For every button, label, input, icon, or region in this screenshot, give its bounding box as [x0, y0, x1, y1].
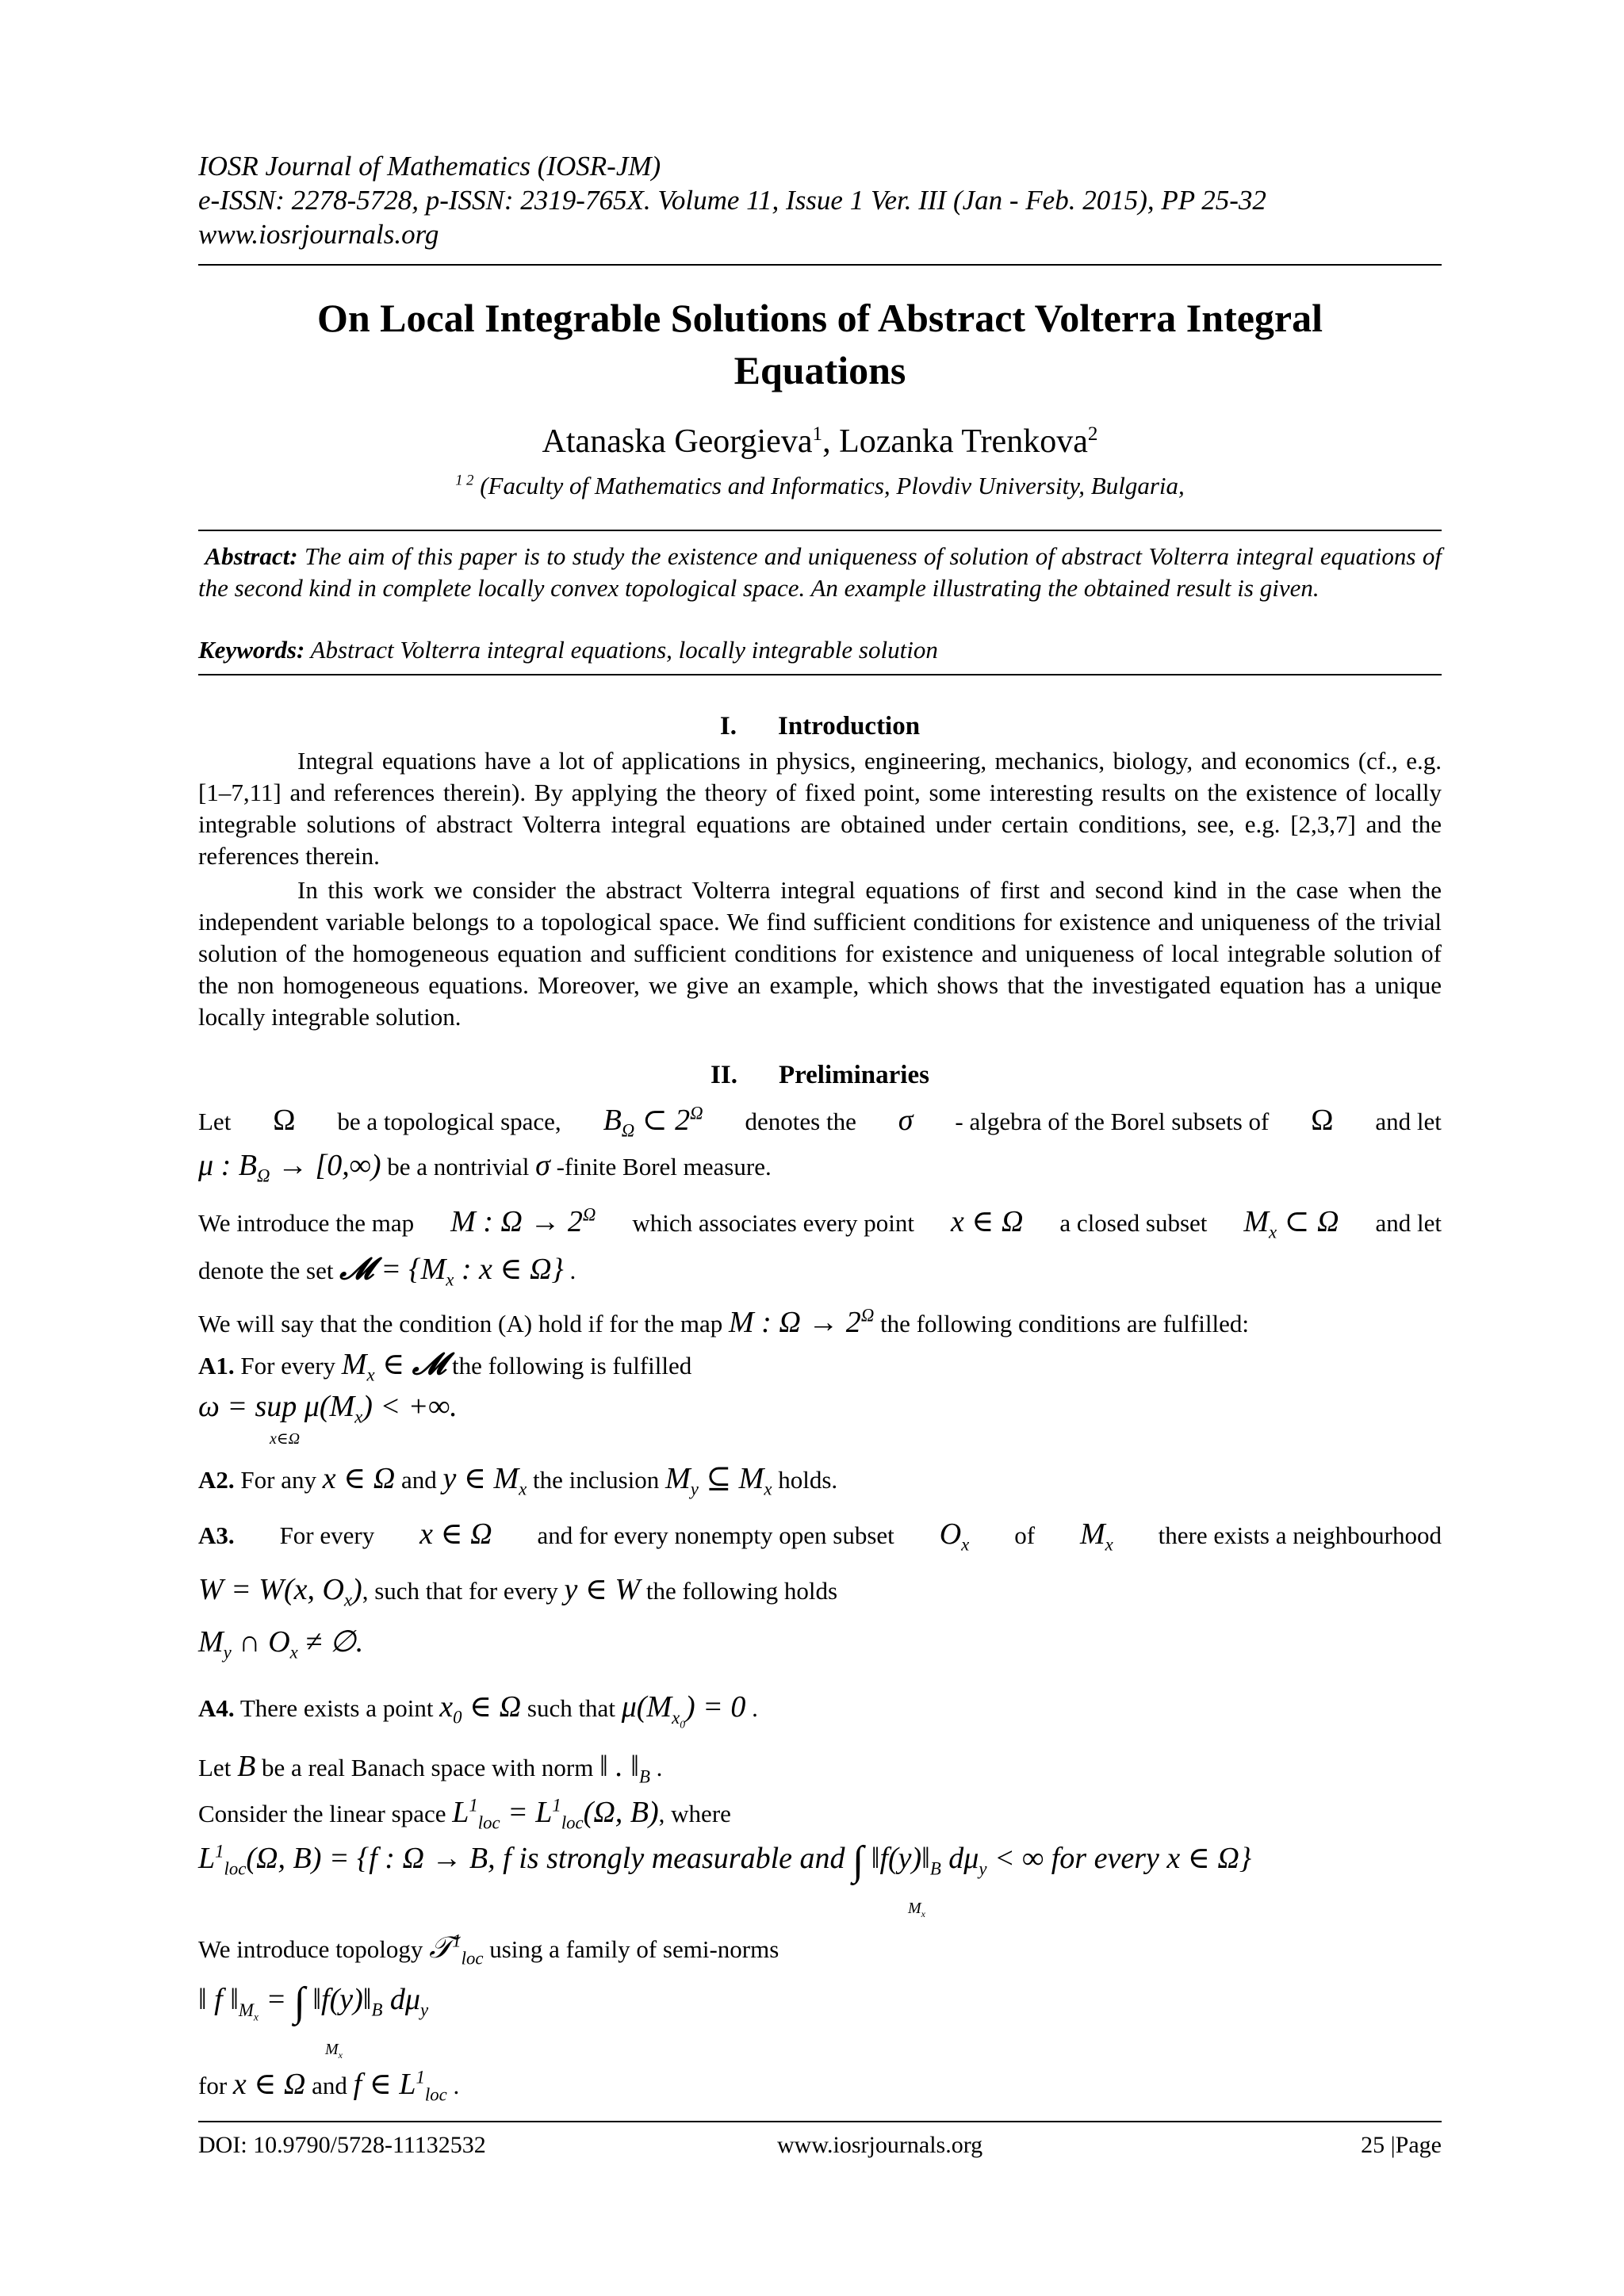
footer-page: 25 |Page	[1361, 2132, 1442, 2158]
prelim-line-1	[198, 1102, 1442, 1142]
linear-space-line	[198, 1795, 1442, 1834]
text: Let	[198, 1108, 232, 1135]
integral-subscript: $M_x$	[325, 2041, 343, 2061]
a2-math: x ∈ Ω	[322, 1462, 396, 1495]
text: the inclusion	[533, 1466, 660, 1494]
text: and for every nonempty open subset	[537, 1521, 894, 1549]
text: the following conditions are fulfilled:	[880, 1310, 1249, 1337]
text: is strongly measurable and	[519, 1842, 845, 1875]
text: - algebra of the Borel subsets of	[955, 1108, 1270, 1135]
a4-math: $\mu(M_{x_0}) = 0$	[621, 1690, 746, 1731]
condition-label: A2.	[198, 1466, 235, 1494]
journal-issn: e-ISSN: 2278-5728, p-ISSN: 2319-765X. Volume 11, Issue 1 Ver. III (Jan - Feb. 2015), PP 25-32	[198, 185, 1266, 216]
text: such that	[527, 1694, 615, 1722]
text: for every	[1051, 1842, 1159, 1875]
journal-website: www.iosrjournals.org	[198, 219, 439, 250]
condition-label: A1.	[198, 1352, 235, 1380]
text: Consider the linear space	[198, 1800, 446, 1827]
condition-a3	[198, 1516, 1442, 1556]
text: there exists a neighbourhood	[1158, 1521, 1442, 1549]
intro-paragraph-2: In this work we consider the abstract Volterra integral equations of first and second kind in the case when the independent variable belongs to a topological space. We find sufficient conditions for existence and uniqueness of the trivial solution of the homogeneous equation and sufficient conditions for existence and uniqueness of local integrable solution of the non homogeneous equations. Moreover, we give an example, which shows that the investigated equation has a unique locally integrable solution.	[198, 876, 1442, 1031]
abstract-top-rule	[198, 530, 1442, 531]
keywords	[198, 636, 1442, 664]
measure-def: μ : $B_\Omega \to [0,\infty)$	[198, 1149, 381, 1186]
text: -finite Borel measure.	[556, 1153, 772, 1181]
section-number: II.	[710, 1061, 737, 1089]
condition-a4: A4. There exists a point $x_0$ ∈ Ω such that $\mu(M_{x_0}) = 0$ .	[198, 1690, 758, 1731]
affiliation-marks: 1 2	[455, 472, 474, 489]
lloc-symbol: $L^1_{loc} = L^1_{loc}(\Omega$, B)	[452, 1795, 659, 1833]
sigma-symbol: σ	[898, 1104, 914, 1137]
prelim-line-3	[198, 1203, 1442, 1243]
banach-line: Let B be a real Banach space with norm ‖ . $‖_B$ .	[198, 1750, 663, 1787]
condition-label: A4.	[198, 1694, 235, 1722]
seminorm-formula	[198, 1979, 1442, 2061]
a3-math: x ∈ Ω	[419, 1517, 492, 1551]
text: for	[198, 2072, 228, 2099]
author-2-mark: 2	[1087, 423, 1098, 445]
text: be a real Banach space with norm	[262, 1754, 594, 1781]
text: For every	[240, 1352, 336, 1380]
authors: Atanaska Georgieva$^1$, Lozanka Trenkova$^2$	[542, 423, 1098, 460]
for-math: x ∈ Ω	[232, 2068, 306, 2101]
abstract	[198, 541, 1442, 604]
map-def: M : $\Omega \to 2^\Omega$	[450, 1204, 596, 1238]
sigma-symbol: σ	[535, 1149, 550, 1182]
text: the following is fulfilled	[452, 1352, 692, 1380]
seminorm-math: ‖ f $‖_{M_x}$ = ∫ $‖f(y)‖_B$ $d\mu_y$	[198, 1980, 429, 2025]
title-line-1: On Local Integrable Solutions of Abstract Volterra Integral	[316, 296, 1323, 340]
condition-a2	[198, 1460, 1442, 1500]
omega-symbol: Ω	[273, 1104, 296, 1137]
text: be a topological space,	[337, 1108, 561, 1135]
map-def: M : $\Omega \to 2^\Omega$	[729, 1305, 875, 1339]
section-preliminaries	[198, 1061, 1442, 1090]
text: and let	[1375, 1209, 1442, 1237]
text: and	[312, 2072, 347, 2099]
text: Let	[198, 1754, 232, 1781]
text: and let	[1375, 1108, 1442, 1135]
point-in-omega: x ∈ Ω	[950, 1205, 1024, 1238]
paper-title	[198, 292, 1442, 396]
sup-subscript: x∈Ω	[270, 1430, 301, 1448]
affiliation	[198, 472, 1442, 500]
affiliation-text: (Faculty of Mathematics and Informatics, Plovdiv University, Bulgaria,	[480, 472, 1185, 499]
prelim-line-4: denote the set 𝓜 = {$M_x$ : x ∈ Ω} .	[198, 1253, 576, 1290]
author-1-mark: 1	[812, 423, 823, 445]
omega-symbol: Ω	[1311, 1104, 1334, 1137]
text: denote the set	[198, 1257, 334, 1284]
text: of	[1014, 1521, 1036, 1549]
section-introduction	[198, 712, 1442, 741]
lloc-def-math: $L^1_{loc}(\Omega$, B) = {f : Ω → B, f is strongly measurable and ∫ $‖f(y)‖_B$ $d\mu_y$ < ∞ for every x ∈ Ω}	[198, 1839, 1252, 1884]
a3-math: $M_x$	[1079, 1517, 1113, 1555]
text: using a family of semi-norms	[489, 1935, 779, 1963]
text: a closed subset	[1059, 1209, 1208, 1237]
a1-formula-math: ω = sup $\mu(M_x)$ < +∞.	[198, 1390, 458, 1427]
author-2: Lozanka Trenkova	[839, 423, 1088, 460]
prelim-line-5	[198, 1305, 1442, 1340]
text: For any	[240, 1466, 316, 1494]
a1-math: $M_x$ ∈ 𝓜	[341, 1348, 446, 1385]
a2-math: $M_y$ ⊆ $M_x$	[665, 1462, 772, 1499]
abstract-text: The aim of this paper is to study the existence and uniqueness of solution of abstract Volterra integral equations of the second kind in complete locally convex topological space. An example illustrating the obtained result is given.	[198, 542, 1442, 602]
a3-formula-math: $M_y$ ∩ $O_x$ ≠ ∅.	[198, 1625, 364, 1663]
keywords-text: Abstract Volterra integral equations, locally integrable solution	[310, 636, 938, 664]
banach-symbol: B	[237, 1750, 256, 1783]
text: , where	[658, 1800, 731, 1827]
condition-a1	[198, 1346, 1442, 1386]
text: We introduce the map	[198, 1209, 415, 1237]
set-def: 𝓜 = {$M_x$ : x ∈ Ω}	[339, 1253, 564, 1290]
text: holds.	[778, 1466, 838, 1494]
section-number: I.	[719, 712, 737, 740]
prelim-line-2	[198, 1148, 1442, 1187]
journal-name: IOSR Journal of Mathematics (IOSR-JM)	[198, 151, 661, 182]
a1-formula	[198, 1389, 1442, 1448]
a3-math: $O_x$	[939, 1517, 970, 1555]
section-title: Introduction	[777, 712, 921, 740]
text: the following holds	[645, 1577, 838, 1605]
for-math: f ∈ $L^1_{loc}$	[353, 2067, 447, 2105]
topology-line	[198, 1931, 1442, 1969]
norm-symbol: ‖ . $‖_B$	[599, 1750, 650, 1787]
footer-site: www.iosrjournals.org	[777, 2132, 983, 2158]
text: , such that for every	[362, 1577, 558, 1605]
header-rule	[198, 264, 1442, 266]
text: We will say that the condition (A) hold if for the map	[198, 1310, 723, 1337]
text: There exists a point	[239, 1694, 434, 1722]
a3-line-2	[198, 1571, 1442, 1611]
text: We introduce topology	[198, 1935, 423, 1963]
text: and	[400, 1466, 437, 1494]
footer-rule	[198, 2121, 1442, 2122]
a2-math: y ∈ $M_x$	[442, 1462, 527, 1499]
text: which associates every point	[632, 1209, 914, 1237]
condition-label: A3.	[198, 1521, 235, 1549]
abstract-label: Abstract:	[205, 542, 298, 570]
closed-subset: $M_x$ ⊂ Ω	[1243, 1205, 1339, 1242]
section-title: Preliminaries	[778, 1061, 929, 1089]
text: denotes the	[745, 1108, 856, 1135]
text: For every	[279, 1521, 375, 1549]
journal-header	[198, 149, 1442, 251]
keywords-label: Keywords:	[198, 636, 305, 664]
a3-math: y ∈ W	[564, 1573, 641, 1606]
for-line: for x ∈ Ω and f ∈ $L^1_{loc}$ .	[198, 2067, 460, 2105]
text: be a nontrivial	[387, 1153, 530, 1181]
a4-math: $x_0$ ∈ Ω	[439, 1690, 522, 1728]
borel-sigma-def: $B_\Omega$ ⊂ $2^\Omega$	[603, 1103, 703, 1141]
intro-paragraph-1: Integral equations have a lot of applications in physics, engineering, mechanics, biology, and economics (cf., e.g.[1–7,11] and references therein). By applying the theory of fixed point, some interesting results on the existence of locally integrable solutions of abstract Volterra integral equations are obtained under certain conditions, see, e.g. [2,3,7] and the references therein.	[198, 747, 1442, 870]
footer-doi: DOI: 10.9790/5728-11132532	[198, 2132, 486, 2158]
topology-symbol: 𝒯$^1_{loc}$	[429, 1931, 484, 1969]
lloc-definition	[198, 1838, 1442, 1919]
integral-subscript: $M_x$	[908, 1900, 925, 1919]
a3-formula	[198, 1624, 1442, 1663]
title-line-2: Equations	[733, 348, 906, 392]
neighbourhood-def: W = W(x, $O_x$)	[198, 1573, 362, 1610]
abstract-bottom-rule	[198, 674, 1442, 675]
author-1: Atanaska Georgieva	[542, 423, 813, 460]
